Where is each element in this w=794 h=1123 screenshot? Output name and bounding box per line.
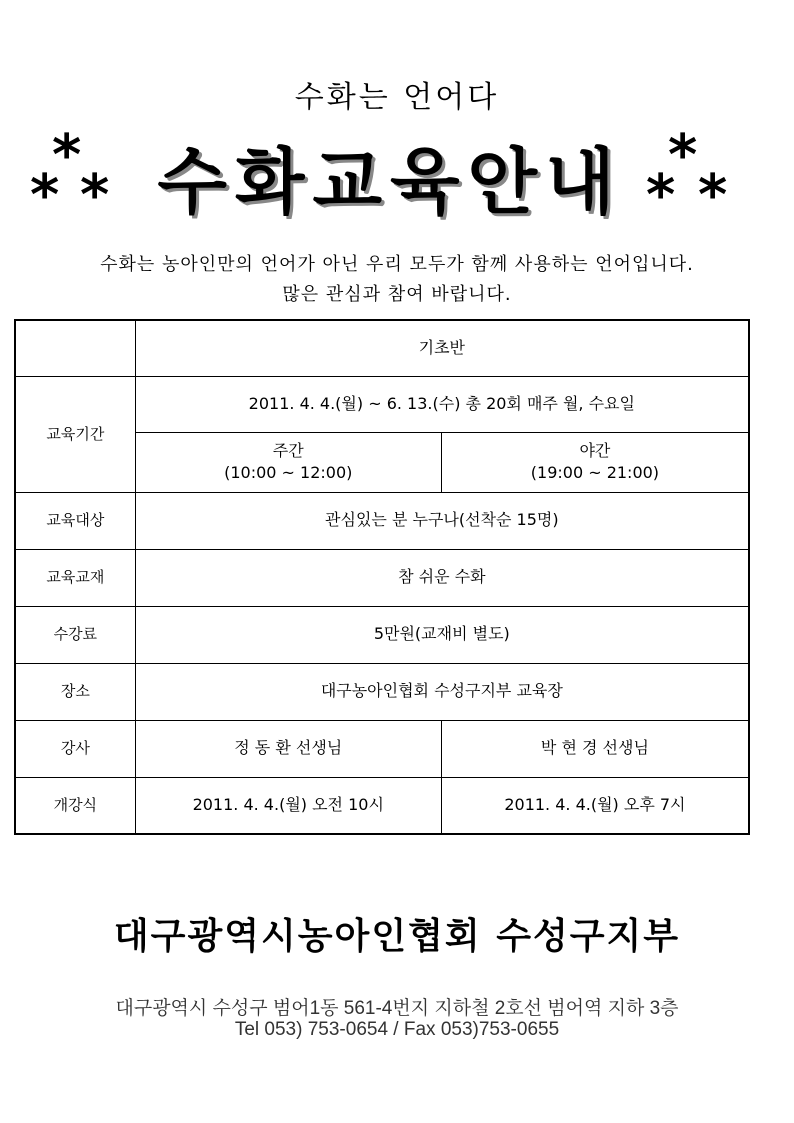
star-decoration: *	[646, 163, 676, 228]
target-value: 관심있는 분 누구나(선착순 15명)	[135, 492, 749, 549]
night-time: (19:00 ~ 21:00)	[530, 463, 660, 482]
textbook-value: 참 쉬운 수화	[135, 549, 749, 606]
fee-value: 5만원(교재비 별도)	[135, 606, 749, 663]
fee-label: 수강료	[15, 606, 135, 663]
star-decoration: *	[52, 123, 82, 188]
subtitle: 수화는 언어다	[294, 80, 500, 115]
teacher-day: 정 동 환 선생님	[135, 720, 441, 777]
place-row	[15, 663, 749, 720]
star-decoration: *	[80, 163, 110, 228]
teacher-row	[15, 720, 749, 777]
target-label: 교육대상	[15, 492, 135, 549]
night-label: 야간	[579, 440, 611, 460]
star-decoration: *	[698, 163, 728, 228]
period-value: 2011. 4. 4.(월) ~ 6. 13.(수) 총 20회 매주 월, 수요일	[135, 376, 749, 432]
course-row	[15, 320, 749, 376]
place-value: 대구농아인협회 수성구지부 교육장	[135, 663, 749, 720]
day-label: 주간	[272, 440, 304, 460]
textbook-row	[15, 549, 749, 606]
course-info-table	[14, 319, 750, 835]
place-label: 장소	[15, 663, 135, 720]
teacher-night: 박 현 경 선생님	[441, 720, 749, 777]
intro-line-1: 수화는 농아인만의 언어가 아닌 우리 모두가 함께 사용하는 언어입니다.	[100, 254, 694, 275]
night-session	[441, 432, 749, 492]
star-decoration: *	[30, 163, 60, 228]
title-row	[0, 118, 794, 228]
empty-cell	[15, 320, 135, 376]
contact: Tel 053) 753-0654 / Fax 053)753-0655	[234, 1019, 560, 1040]
period-label: 교육기간	[15, 376, 135, 492]
organization-name: 대구광역시농아인협회 수성구지부	[113, 916, 681, 957]
fee-row	[15, 606, 749, 663]
opening-day: 2011. 4. 4.(월) 오전 10시	[135, 777, 441, 834]
course-title: 기초반	[135, 320, 749, 376]
day-time: (10:00 ~ 12:00)	[224, 463, 353, 482]
teacher-label: 강사	[15, 720, 135, 777]
intro-line-2: 많은 관심과 참여 바랍니다.	[282, 284, 512, 305]
main-title: 수화교육안내	[157, 140, 623, 224]
address: 대구광역시 수성구 범어1동 561-4번지 지하철 2호선 범어역 지하 3층	[115, 998, 679, 1019]
opening-label: 개강식	[15, 777, 135, 834]
star-decoration: *	[668, 123, 698, 188]
textbook-label: 교육교재	[15, 549, 135, 606]
opening-row	[15, 777, 749, 834]
day-session	[135, 432, 441, 492]
period-row	[15, 376, 749, 432]
opening-night: 2011. 4. 4.(월) 오후 7시	[441, 777, 749, 834]
target-row	[15, 492, 749, 549]
